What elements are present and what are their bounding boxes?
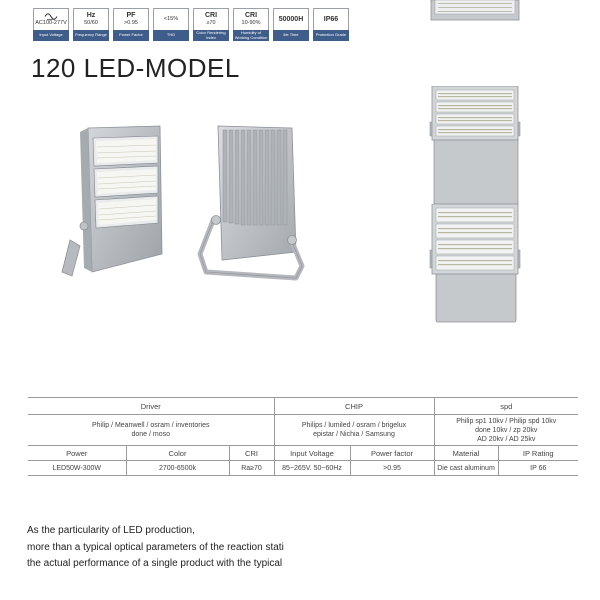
spec-thd [153, 8, 189, 41]
floodlight-front-view-1 [428, 0, 522, 22]
spec-symbol: PF [126, 12, 136, 19]
spec-value: AC100-277V [35, 19, 67, 26]
table-cell-ip-rating: IP 66 [498, 461, 578, 476]
cell-line: Philips / lumiled / osram / brigelux [301, 422, 407, 429]
table-cell-material: Die cast aluminum [434, 461, 498, 476]
spec-symbol: CRI [244, 12, 258, 19]
cell-line: done 10kv / zp 20kv [475, 426, 538, 434]
model-title: 120 LED-MODEL [31, 53, 240, 83]
table-header-color: Color [126, 446, 229, 461]
paragraph-line: more than a typical optical parameters of the reaction stati [27, 541, 284, 553]
table-header-power: Power [28, 446, 126, 461]
spec-life-time [273, 8, 309, 41]
table-cell-color: 2700-6500k [126, 461, 229, 476]
spec-icon-strip [33, 8, 349, 41]
table-cell-input-voltage: 85~265V. 50~60Hz [274, 461, 350, 476]
spec-protection-grade [313, 8, 349, 41]
description-paragraph [27, 523, 284, 573]
spec-input-voltage [33, 8, 69, 41]
floodlight-front-view-2 [428, 86, 522, 204]
spec-value: IP66 [323, 16, 339, 23]
table-cell-chip [274, 415, 434, 446]
spec-cri [193, 8, 229, 41]
table-header-spd: spd [434, 398, 578, 415]
spec-label: Color Rendering Index [193, 30, 229, 41]
spec-label: Frequency Range [73, 30, 109, 41]
table-header-power-factor: Power factor [350, 446, 434, 461]
spec-value: 10-90% [241, 20, 261, 26]
table-header-material: Material [434, 446, 498, 461]
spec-label: Input Voltage [33, 30, 69, 41]
table-cell-power-factor: >0.95 [350, 461, 434, 476]
cell-line: done / moso [131, 431, 171, 438]
table-header-input-voltage: Input Voltage [274, 446, 350, 461]
table-cell-driver [28, 415, 274, 446]
spec-table [28, 397, 578, 476]
floodlight-back-image [196, 122, 308, 284]
spec-humidity [233, 8, 269, 41]
spec-label: Protection Grade [313, 30, 349, 41]
spec-power-factor [113, 8, 149, 41]
paragraph-line: As the particularity of LED production, [27, 525, 195, 536]
table-cell-power: LED50W-300W [28, 461, 126, 476]
spec-label: Humidity of Working Condition [234, 30, 268, 40]
spec-value: 50/60 [84, 20, 98, 26]
cell-line: AD 20kv / AD 25kv [477, 435, 536, 443]
cell-line: Philip sp1 10kv / Philip spd 10kv [456, 417, 557, 425]
spec-value: ≥70 [206, 20, 216, 26]
table-cell-spd [434, 415, 578, 446]
sine-wave-icon [44, 13, 58, 20]
spec-value: <15% [163, 16, 179, 22]
spec-symbol: Hz [86, 12, 96, 19]
spec-frequency-range [73, 8, 109, 41]
floodlight-front-image [58, 122, 170, 282]
table-header-driver: Driver [28, 398, 274, 415]
cell-line: Philip / Meanwell / osram / inventories [92, 422, 210, 429]
spec-value: >0.95 [124, 20, 138, 26]
spec-value: 50000H [278, 16, 304, 23]
table-header-cri: CRI [229, 446, 274, 461]
floodlight-front-view-3 [428, 204, 522, 324]
spec-label: THD [153, 30, 189, 41]
paragraph-line: the actual performance of a single product with the typical [27, 558, 283, 569]
spec-symbol: CRI [204, 12, 218, 19]
table-header-chip: CHIP [274, 398, 434, 415]
table-cell-cri: Ra≥70 [229, 461, 274, 476]
spec-label: Power Factor [113, 30, 149, 41]
spec-label: life Time [273, 30, 309, 41]
cell-line: epistar / Nichia / Samsung [313, 431, 395, 438]
table-header-ip-rating: IP Rating [498, 446, 578, 461]
